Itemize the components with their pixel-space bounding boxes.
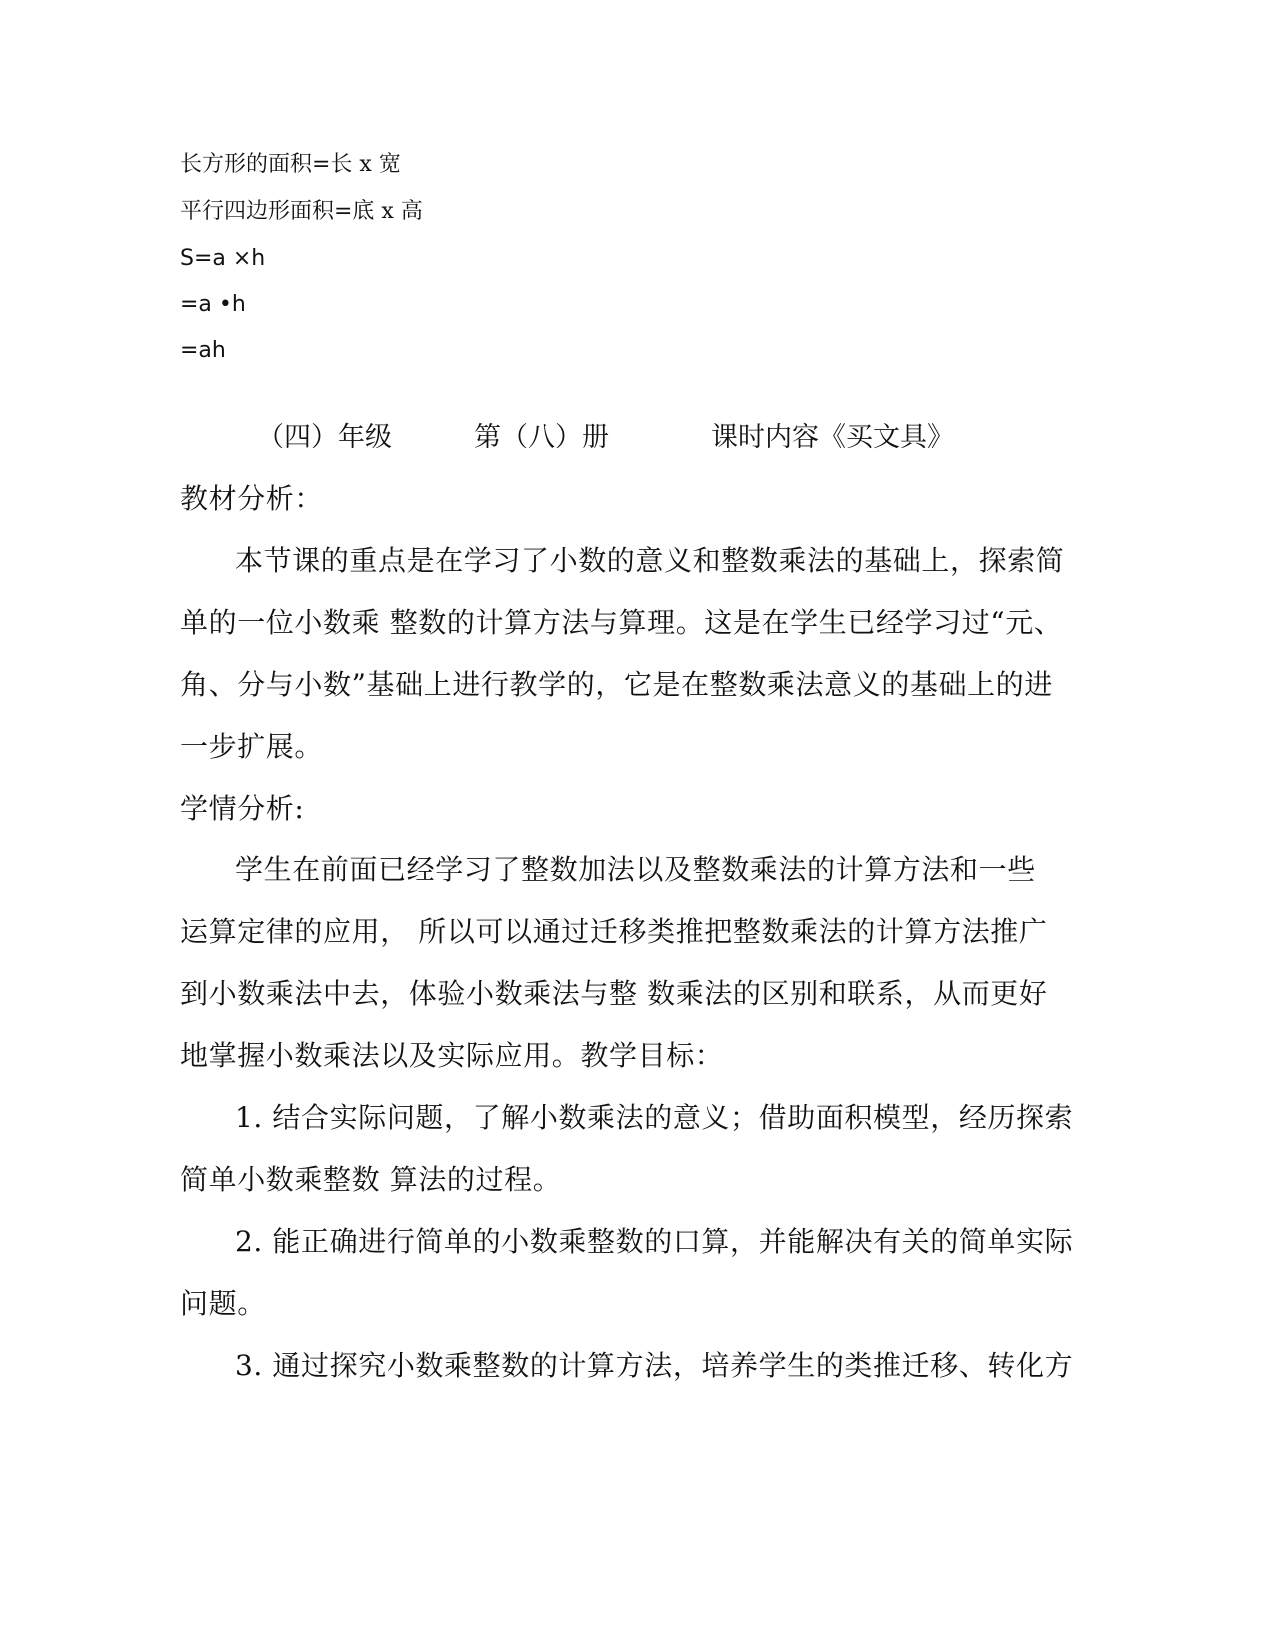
formula-rectangle-area: 长方形的面积=长 x 宽: [180, 152, 401, 177]
objective-3-line-1: 3. 通过探究小数乘整数的计算方法，培养学生的类推迁移、转化方: [235, 1349, 1074, 1382]
objective-2-line-2: 问题。: [180, 1287, 266, 1320]
paragraph-line: 到小数乘法中去，体验小数乘法与整 数乘法的区别和联系，从而更好: [180, 977, 1048, 1010]
formula-s-equals: S=a ×h: [180, 246, 266, 271]
volume-label: 第（八）册: [474, 422, 609, 453]
paragraph-line: 运算定律的应用， 所以可以通过迁移类推把整数乘法的计算方法推广: [180, 915, 1048, 948]
student-analysis-heading: 学情分析:: [180, 792, 305, 825]
grade-label: （四）年级: [257, 422, 392, 453]
objective-1-line-1: 1. 结合实际问题，了解小数乘法的意义；借助面积模型，经历探索: [235, 1101, 1074, 1134]
objective-2-line-1: 2. 能正确进行简单的小数乘整数的口算，并能解决有关的简单实际: [235, 1225, 1074, 1258]
formula-ah: =ah: [180, 338, 226, 363]
paragraph-line: 地掌握小数乘法以及实际应用。教学目标：: [180, 1039, 724, 1072]
paragraph-line: 角、分与小数”基础上进行教学的，它是在整数乘法意义的基础上的进: [180, 668, 1053, 701]
textbook-analysis-heading: 教材分析：: [180, 482, 324, 515]
formula-parallelogram-area: 平行四边形面积=底 x 高: [180, 199, 423, 224]
lesson-header: [0, 418, 1275, 458]
paragraph-line: 一步扩展。: [180, 730, 324, 763]
paragraph-line: 学生在前面已经学习了整数加法以及整数乘法的计算方法和一些: [235, 853, 1036, 886]
lesson-title: 课时内容《买文具》: [711, 422, 954, 453]
paragraph-line: 单的一位小数乘 整数的计算方法与算理。这是在学生已经学习过“元、: [180, 606, 1063, 639]
formula-a-dot-h: =a •h: [180, 292, 246, 317]
objective-1-line-2: 简单小数乘整数 算法的过程。: [180, 1163, 562, 1196]
paragraph-line: 本节课的重点是在学习了小数的意义和整数乘法的基础上，探索简: [235, 544, 1065, 577]
